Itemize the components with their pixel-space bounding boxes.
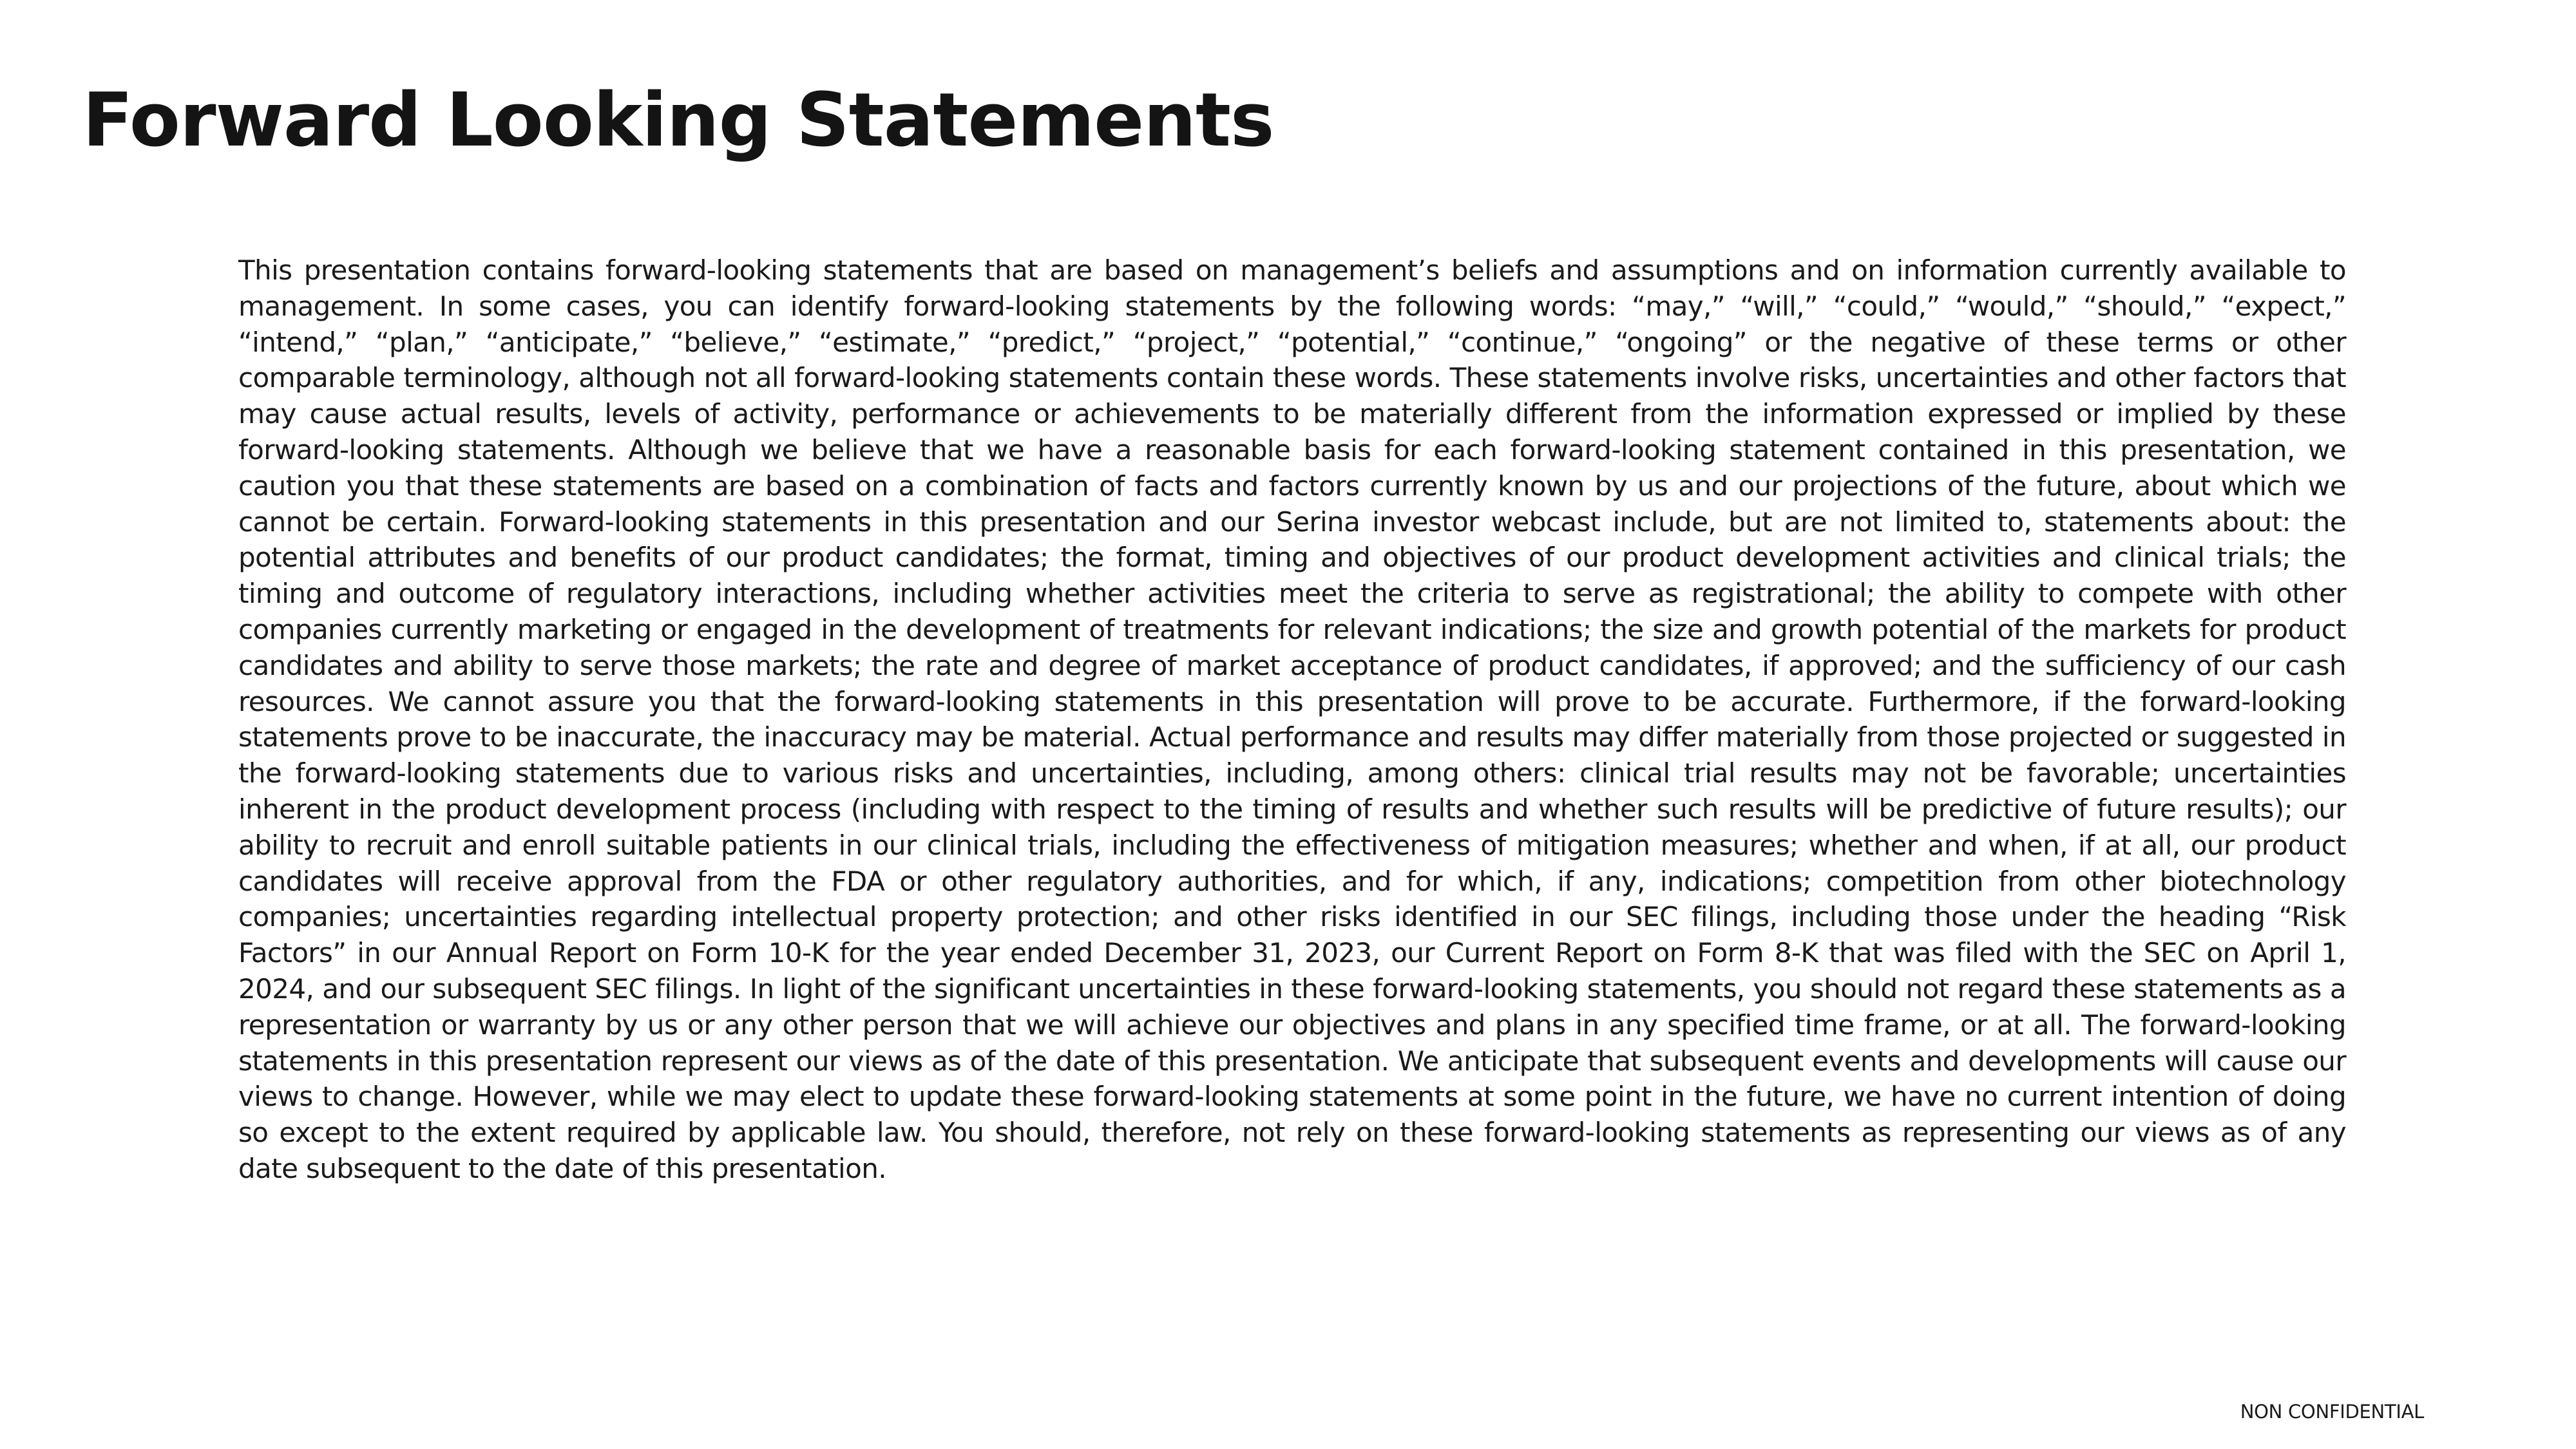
disclaimer-paragraph: This presentation contains forward-looking statements that are based on management’s beliefs and assumptions and on information currently available to management. In some cases, you can identify forward-looking statements by the following words: “may,” “will,” “could,” “would,” “should,” “expect,” “intend,” “plan,” “anticipate,” “believe,” “estimate,” “predict,” “project,” “potential,” “continue,” “ongoing” or the negative of these terms or other comparable terminology, although not all forward-looking statements contain these words. These statements involve risks, uncertainties and other factors that may cause actual results, levels of activity, performance or achievements to be materially different from the information expressed or implied by these forward-looking statements. Although we believe that we have a reasonable basis for each forward-looking statement contained in this presentation, we caution you that these statements are based on a combination of facts and factors currently known by us and our projections of the future, about which we cannot be certain. Forward-looking statements in this presentation and our Serina investor webcast include, but are not limited to, statements about: the potential attributes and benefits of our product candidates; the format, timing and objectives of our product development activities and clinical trials; the timing and outcome of regulatory interactions, including whether activities meet the criteria to serve as registrational; the ability to compete with other companies currently marketing or engaged in the development of treatments for relevant indications; the size and growth potential of the markets for product candidates and ability to serve those markets; the rate and degree of market acceptance of product candidates, if approved; and the sufficiency of our cash resources. We cannot assure you that the forward-looking statements in this presentation will prove to be accurate. Furthermore, if the forward-looking statements prove to be inaccurate, the inaccuracy may be material. Actual performance and results may differ materially from those projected or suggested in the forward-looking statements due to various risks and uncertainties, including, among others: clinical trial results may not be favorable; uncertainties inherent in the product development process (including with respect to the timing of results and whether such results will be predictive of future results); our ability to recruit and enroll suitable patients in our clinical trials, including the effectiveness of mitigation measures; whether and when, if at all, our product candidates will receive approval from the FDA or other regulatory authorities, and for which, if any, indications; competition from other biotechnology companies; uncertainties regarding intellectual property protection; and other risks identified in our SEC filings, including those under the heading “Risk Factors” in our Annual Report on Form 10-K for the year ended December 31, 2023, our Current Report on Form 8-K that was filed with the SEC on April 1, 2024, and our subsequent SEC filings. In light of the significant uncertainties in these forward-looking statements, you should not regard these statements as a representation or warranty by us or any other person that we will achieve our objectives and plans in any specified time frame, or at all. The forward-looking statements in this presentation represent our views as of the date of this presentation. We anticipate that subsequent events and developments will cause our views to change. However, while we may elect to update these forward-looking statements at some point in the future, we have no current intention of doing so except to the extent required by applicable law. You should, therefore, not rely on these forward-looking statements as representing our views as of any date subsequent to the date of this presentation. [238, 254, 2346, 1184]
confidentiality-label: NON CONFIDENTIAL [2240, 1401, 2424, 1423]
slide-title: Forward Looking Statements [82, 77, 1274, 164]
